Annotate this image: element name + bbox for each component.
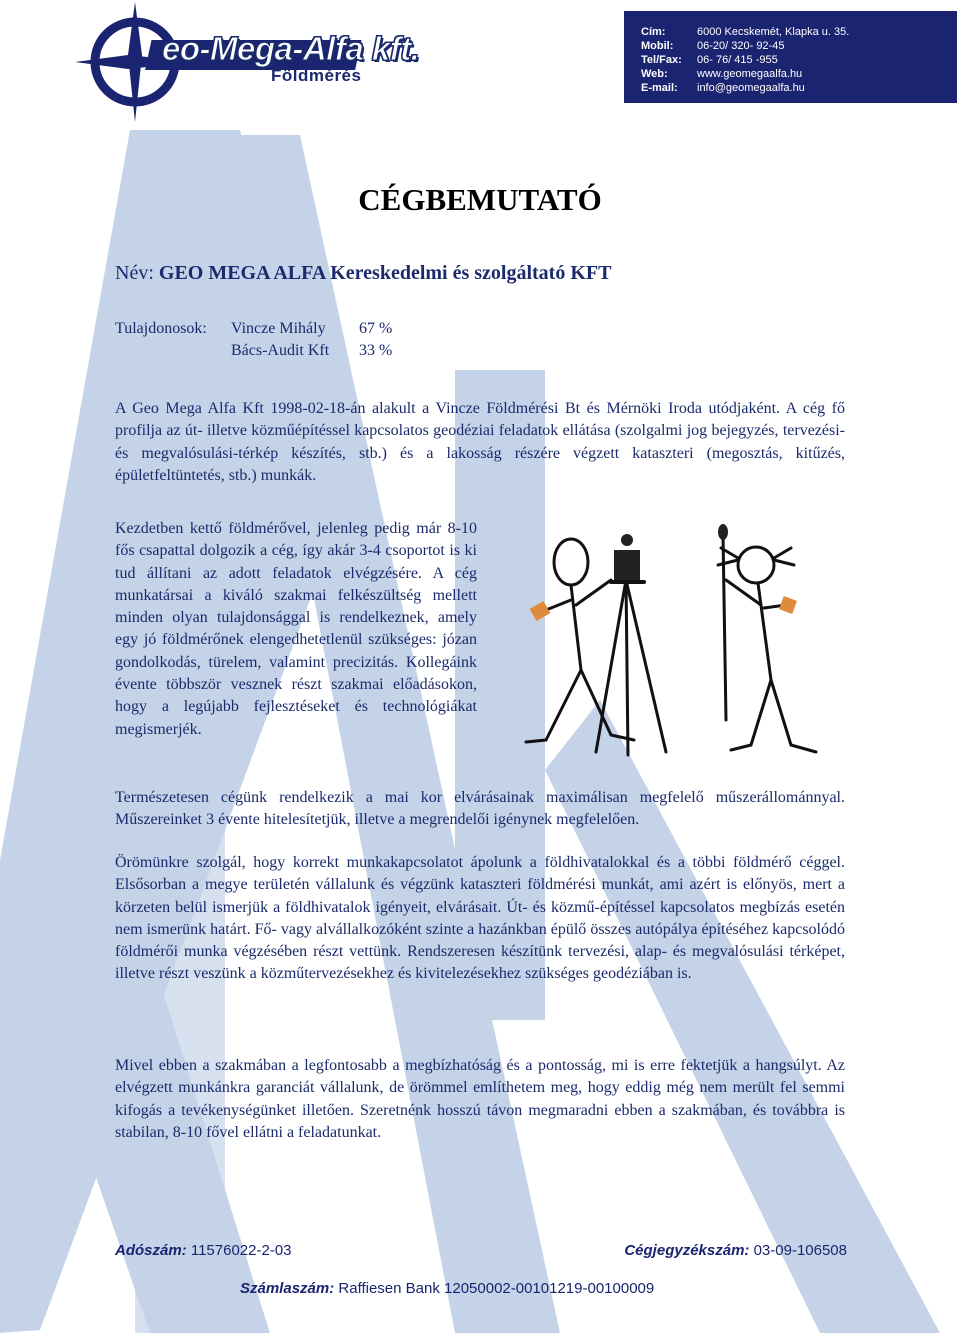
company-logo	[70, 0, 420, 125]
owner-row	[115, 340, 393, 362]
contact-web[interactable]: Web: www.geomegaalfa.hu	[641, 68, 803, 80]
contact-box	[624, 11, 957, 103]
footer-tax-number: Adószám: 11576022-2-03	[115, 1242, 292, 1259]
contact-telfax: Tel/Fax: 06- 76/ 415 -955	[641, 54, 778, 66]
footer-registration-number: Cégjegyzékszám: 03-09-106508	[624, 1242, 847, 1259]
owner-name: Vincze Mihály	[231, 320, 326, 337]
contact-mobile: Mobil: 06-20/ 320- 92-45	[641, 40, 785, 52]
owner-row	[115, 318, 393, 340]
surveyor-illustration	[486, 520, 846, 765]
contact-email[interactable]: E-mail: info@geomegaalfa.hu	[641, 82, 805, 94]
owner-name: Bács-Audit Kft	[231, 342, 330, 359]
owner-share: 33 %	[359, 342, 393, 359]
name-label: Név:	[115, 262, 154, 284]
owner-share: 67 %	[359, 320, 393, 337]
owners-block	[115, 318, 393, 362]
company-name-line	[115, 262, 611, 285]
paragraph-cooperation: Örömünkre szolgál, hogy korrekt munkakapcsolatot ápolunk a földhivatalokkal és a többi földmérő céggel. Elsősorban a megye területén vállalunk és végzünk kataszteri földmérési munkát, ami azért is előnyös, mert a körzeten belül ismerjük a földhivatalok igényeit, elvárásait. Út- és közmű-építéssel kapcsolatos megbízás esetén nem ismerünk határt. Fő- vagy alvállalkozóként szinte a hazánkban épülő összes autópálya építéséhez kapcsolódó földmérői munka végzésében részt vettünk. Rendszeresen készítünk tervezési, alap- és megvalósulási térképet, illetve részt veszünk a közműtervezésekhez és kivitelezésekhez szükséges geodéziában is.	[115, 854, 845, 983]
contact-address: Cím: 6000 Kecskemét, Klapka u. 35.	[641, 26, 850, 38]
logo-subtitle: Földmérés	[271, 66, 362, 85]
paragraph-reliability: Mivel ebben a szakmában a legfontosabb a megbízhatóság és a pontosság, mi is erre fektetjük a hangsúlyt. Az elvégzett munkánkra garanciát vállalunk, de örömmel említhetem meg, hogy eddig még nem merült fel semmi kifogás a tevékenységünket illetően. Szeretnénk hosszú távon megmaradni ebben a szakmában, és továbbra is stabilan, 8-10 fővel ellátni a feladatunkat.	[115, 1057, 845, 1141]
paragraph-team: Kezdetben kettő földmérővel, jelenleg pedig már 8-10 fős csapattal dolgozik a cég, így akár 3-4 csoportot is ki tud állítani az adott feladatok elvégzésére. A cég munkatársai a kiváló szakmai felkészültség mellett minden olyan tulajdonsággal is rendelkeznek, amely egy jó földmérőnek elengedhetetlenül szükséges: józan gondolkodás, türelem, valamint precizitás. Kollegáink évente többször vesznek részt szakmai előadásokon, hogy a legújabb fejlesztéseket és technológiákat megismerjék.	[115, 520, 477, 738]
paragraph-history: A Geo Mega Alfa Kft 1998-02-18-án alakult a Vincze Földmérési Bt és Mérnöki Iroda utódjaként. A cég fő profilja az út- illetve közműépítéssel kapcsolatos geodéziai feladatok ellátása (szolgalmi jog bejegyzés, tervezési- és megvalósulási-térkép készítés, stb.) és a lakosság részére végzett kataszteri (megosztás, kitűzés, épületfeltüntetés, stb.) munkák.	[115, 400, 845, 484]
logo-name: eo-Mega-Alfa kft.	[162, 30, 420, 67]
owners-label: Tulajdonosok:	[115, 320, 207, 337]
company-name: GEO MEGA ALFA Kereskedelmi és szolgáltató KFT	[158, 262, 612, 284]
footer-bank-account: Számlaszám: Raffiesen Bank 12050002-00101219-00100009	[240, 1280, 655, 1297]
paragraph-equipment: Természetesen cégünk rendelkezik a mai kor elvárásainak maximálisan megfelelő műszerállománnyal. Műszereinket 3 évente hitelesítetjük, illetve a megrendelői igénynek megfelelően.	[115, 789, 845, 829]
page-title: CÉGBEMUTATÓ	[358, 182, 602, 217]
